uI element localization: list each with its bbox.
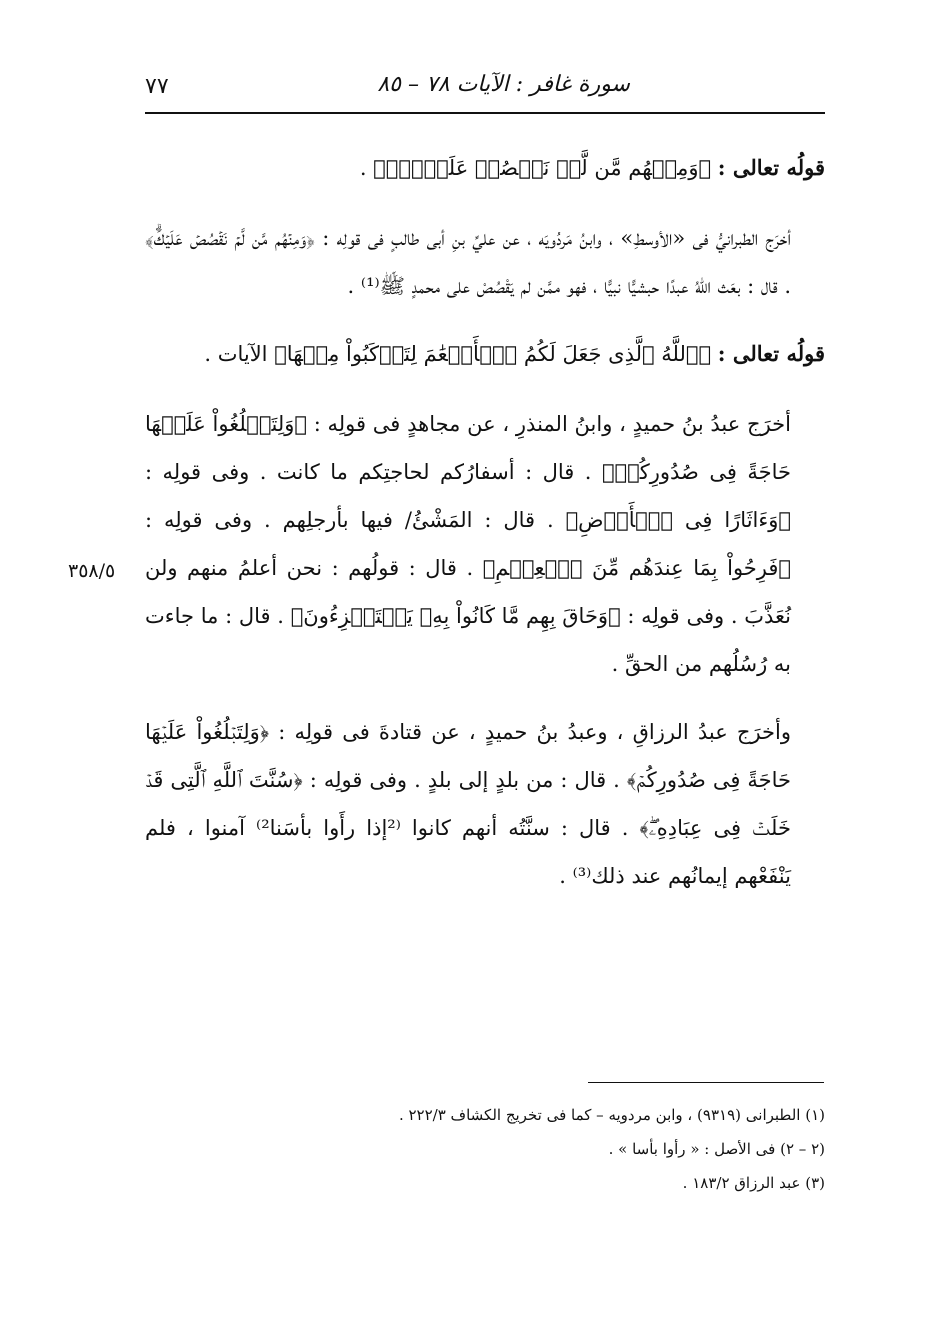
footnote-rule [588, 1082, 824, 1083]
narration-paragraph-1: أخرَج الطبرانيُّ فى «الأوسطِ» ، وابنُ مَردُويَه ، عن عليِّ بنِ أبى طالبٍ فى قولِه : ﴿وَمِنۡهُم مَّن لَّمۡ نَقۡصُصۡ عَلَيۡكَۗ﴾ . قال : بعَث اللهُ عبدًا حبشيًّا نبيًّا ، فهو ممَّن لم يَقْصُصْ على محمدٍ ﷺ⁽¹⁾ . [145, 226, 791, 298]
narration-paragraph-2: أخرَج عبدُ بنُ حميدٍ ، وابنُ المنذرِ ، عن مجاهدٍ فى قولِه : ﴿وَلِتَبۡلُغُواْ عَلَيۡهَا حَاجَةً فِى صُدُورِكُمۡ﴾ . قال : أسفارُكم لحاجتِكم ما كانت . وفى قولِه : ﴿وَءَاثَارًا فِى ٱلۡأَرۡضِ﴾ . قال : المَشْئُ/ فيها بأرجلِهم . وفى قولِه : ﴿فَرِحُواْ بِمَا عِندَهُم مِّنَ ٱلۡعِلۡمِ﴾ . قال : قولُهم : نحن أعلمُ منهم ولن نُعَذَّبَ . وفى قولِه : ﴿وَحَاقَ بِهِم مَّا كَانُواْ بِهِۦ يَسۡتَهۡزِءُونَ﴾ . قال : ما جاءت به رُسُلُهم من الحقِّ . [145, 412, 791, 676]
verse-heading-lead: قولُه تعالى : [717, 341, 825, 366]
verse-heading-1: قولُه تعالى : ﴿وَمِنۡهُم مَّن لَّمۡ نَقۡصُصۡ عَلَيۡكَۗ﴾ . [359, 155, 825, 180]
footnote-2: (٢ – ٢) فى الأصل : « رأوا بأسا » . [608, 1140, 825, 1158]
header-rule [145, 112, 825, 114]
margin-reference: ٣٥٨/٥ [68, 560, 116, 582]
running-header [145, 68, 825, 114]
header-title: سورة غافر : الآيات ٧٨ – ٨٥ [377, 72, 630, 97]
narration-paragraph-3: وأخرَج عبدُ الرزاقِ ، وعبدُ بنُ حميدٍ ، عن قتادةَ فى قولِه : ﴿وَلِتَبۡلُغُواْ عَلَيۡهَا حَاجَةً فِى صُدُورِكُمۡ﴾ . قال : من بلدٍ إلى بلدٍ . وفى قولِه : ﴿سُنَّتَ ٱللَّهِ ٱلَّتِى قَدۡ خَلَتۡ فِى عِبَادِهِۦۖ﴾ . قال : سنَّتُه أنهم كانوا ⁽²إذا رأَوا بأسَنا²⁾ آمنوا ، فلم يَنْفَعْهم إيمانُهم عند ذلك⁽³⁾ . [145, 720, 791, 888]
main-text [145, 140, 825, 920]
footnotes [145, 1098, 825, 1200]
page-number: ٧٧ [145, 74, 169, 99]
verse-heading-lead: قولُه تعالى : [717, 155, 825, 180]
footnote-1: (١) الطبرانى (٩٣١٩) ، وابن مردويه – كما فى تخريج الكشاف ٢٢٢/٣ . [398, 1106, 825, 1124]
verse-heading-2: قولُه تعالى : ﴿ٱللَّهُ ٱلَّذِى جَعَلَ لَكُمُ ٱلۡأَنۡعَٰمَ لِتَرۡكَبُواْ مِنۡهَا﴾ الآيات . [204, 341, 825, 366]
footnote-3: (٣) عبد الرزاق ١٨٣/٢ . [682, 1174, 825, 1192]
